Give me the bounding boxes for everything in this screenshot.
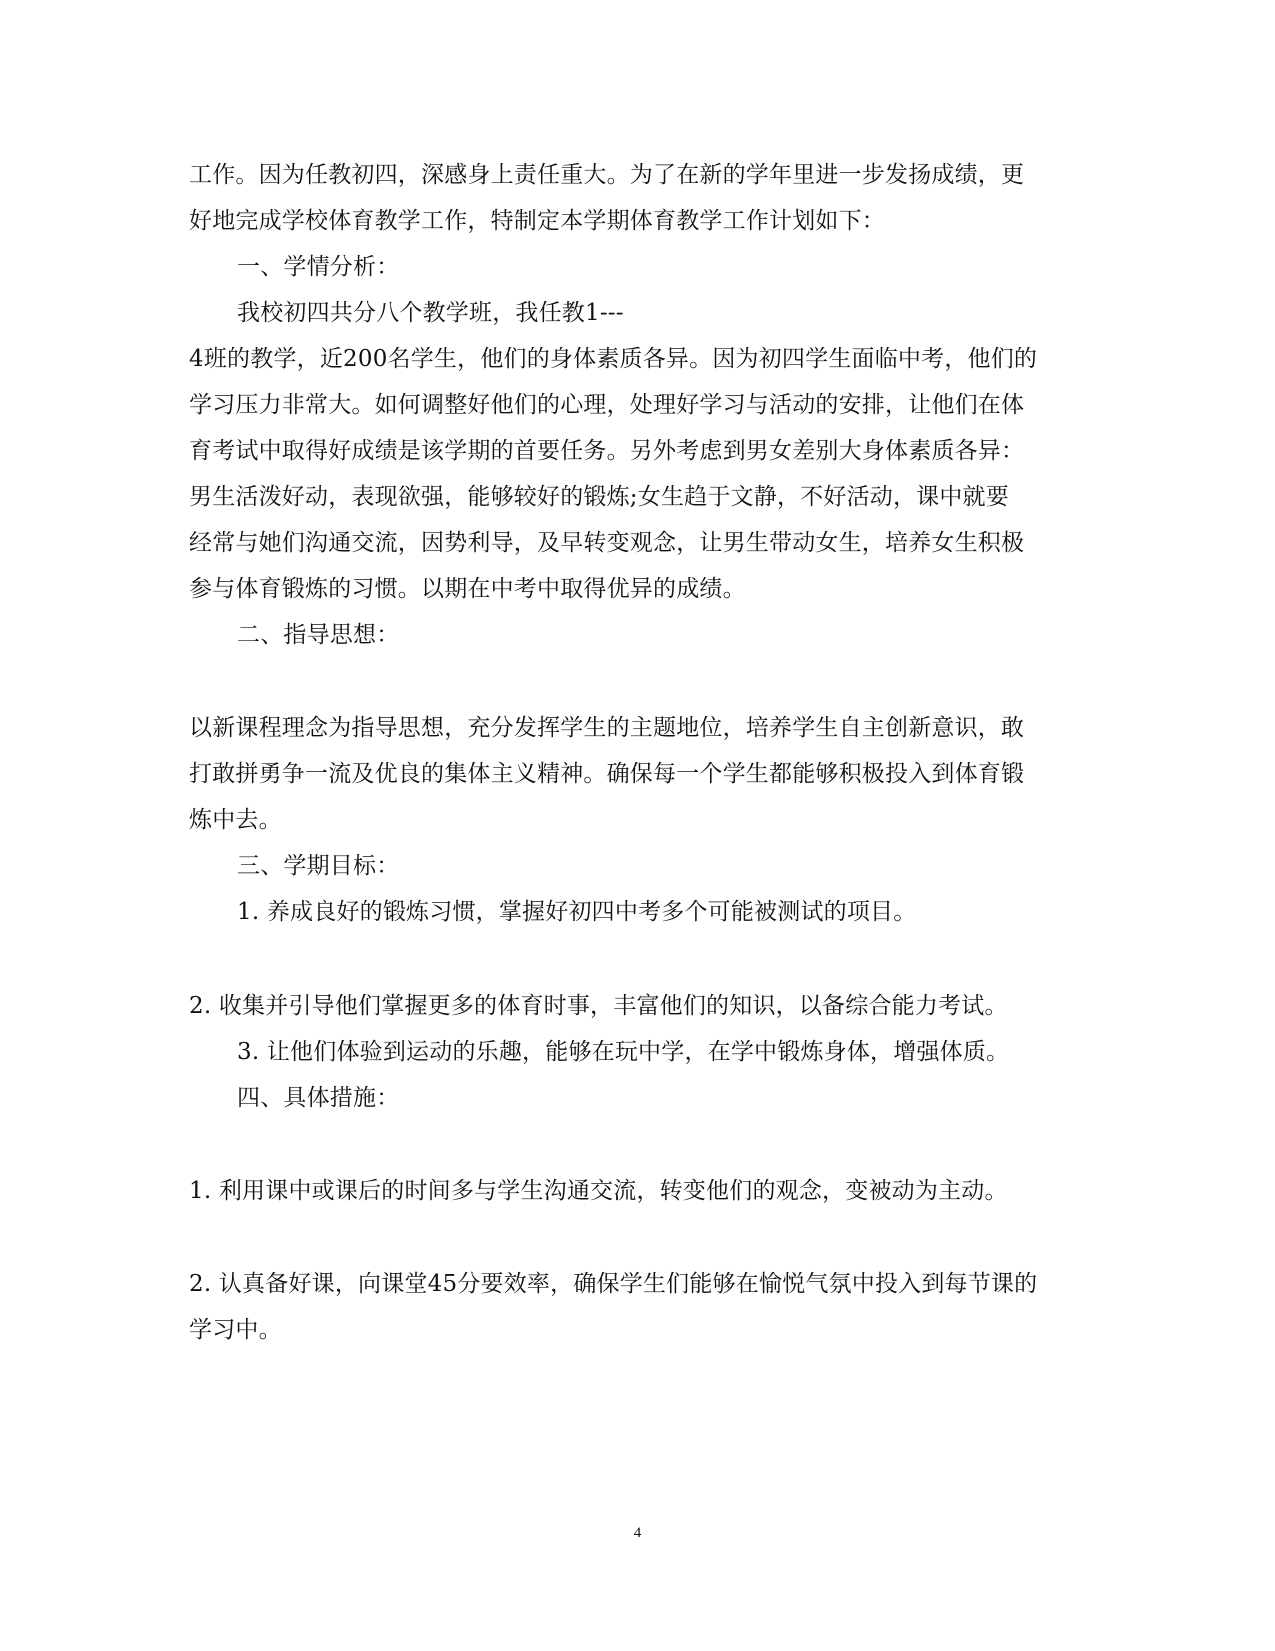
- section-heading-2: 二、指导思想：: [237, 622, 400, 648]
- text-line: 炼中去。: [189, 807, 282, 833]
- text-line: 以新课程理念为指导思想，充分发挥学生的主题地位，培养学生自主创新意识，敢: [189, 715, 1025, 741]
- page-number: 4: [633, 1525, 642, 1541]
- text-line: 育考试中取得好成绩是该学期的首要任务。另外考虑到男女差别大身体素质各异：: [189, 438, 1025, 464]
- text-line: 4班的教学，近200名学生，他们的身体素质各异。因为初四学生面临中考，他们的: [189, 346, 1038, 372]
- section-heading-3: 三、学期目标：: [237, 853, 400, 879]
- text-line: 经常与她们沟通交流，因势利导，及早转变观念，让男生带动女生，培养女生积极: [189, 530, 1025, 556]
- list-item: 2. 收集并引导他们掌握更多的体育时事，丰富他们的知识，以备综合能力考试。: [189, 993, 1008, 1019]
- text-line: 参与体育锻炼的习惯。以期在中考中取得优异的成绩。: [189, 576, 746, 602]
- text-line: 我校初四共分八个教学班，我任教1---: [237, 300, 624, 326]
- list-item: 3. 让他们体验到运动的乐趣，能够在玩中学，在学中锻炼身体，增强体质。: [237, 1039, 1010, 1065]
- list-item: 1. 利用课中或课后的时间多与学生沟通交流，转变他们的观念，变被动为主动。: [189, 1178, 1008, 1204]
- text-line: 学习中。: [189, 1317, 282, 1343]
- section-heading-1: 一、学情分析：: [237, 254, 400, 280]
- text-line: 工作。因为任教初四，深感身上责任重大。为了在新的学年里进一步发扬成绩，更: [189, 162, 1025, 188]
- list-item: 1. 养成良好的锻炼习惯，掌握好初四中考多个可能被测试的项目。: [237, 899, 917, 925]
- text-line: 男生活泼好动，表现欲强，能够较好的锻炼;女生趋于文静，不好活动，课中就要: [189, 484, 1009, 510]
- text-line: 打敢拼勇争一流及优良的集体主义精神。确保每一个学生都能够积极投入到体育锻: [189, 761, 1025, 787]
- text-line: 好地完成学校体育教学工作，特制定本学期体育教学工作计划如下：: [189, 208, 885, 234]
- section-heading-4: 四、具体措施：: [237, 1085, 400, 1111]
- list-item: 2. 认真备好课，向课堂45分要效率，确保学生们能够在愉悦气氛中投入到每节课的: [189, 1271, 1038, 1297]
- text-line: 学习压力非常大。如何调整好他们的心理，处理好学习与活动的安排，让他们在体: [189, 392, 1025, 418]
